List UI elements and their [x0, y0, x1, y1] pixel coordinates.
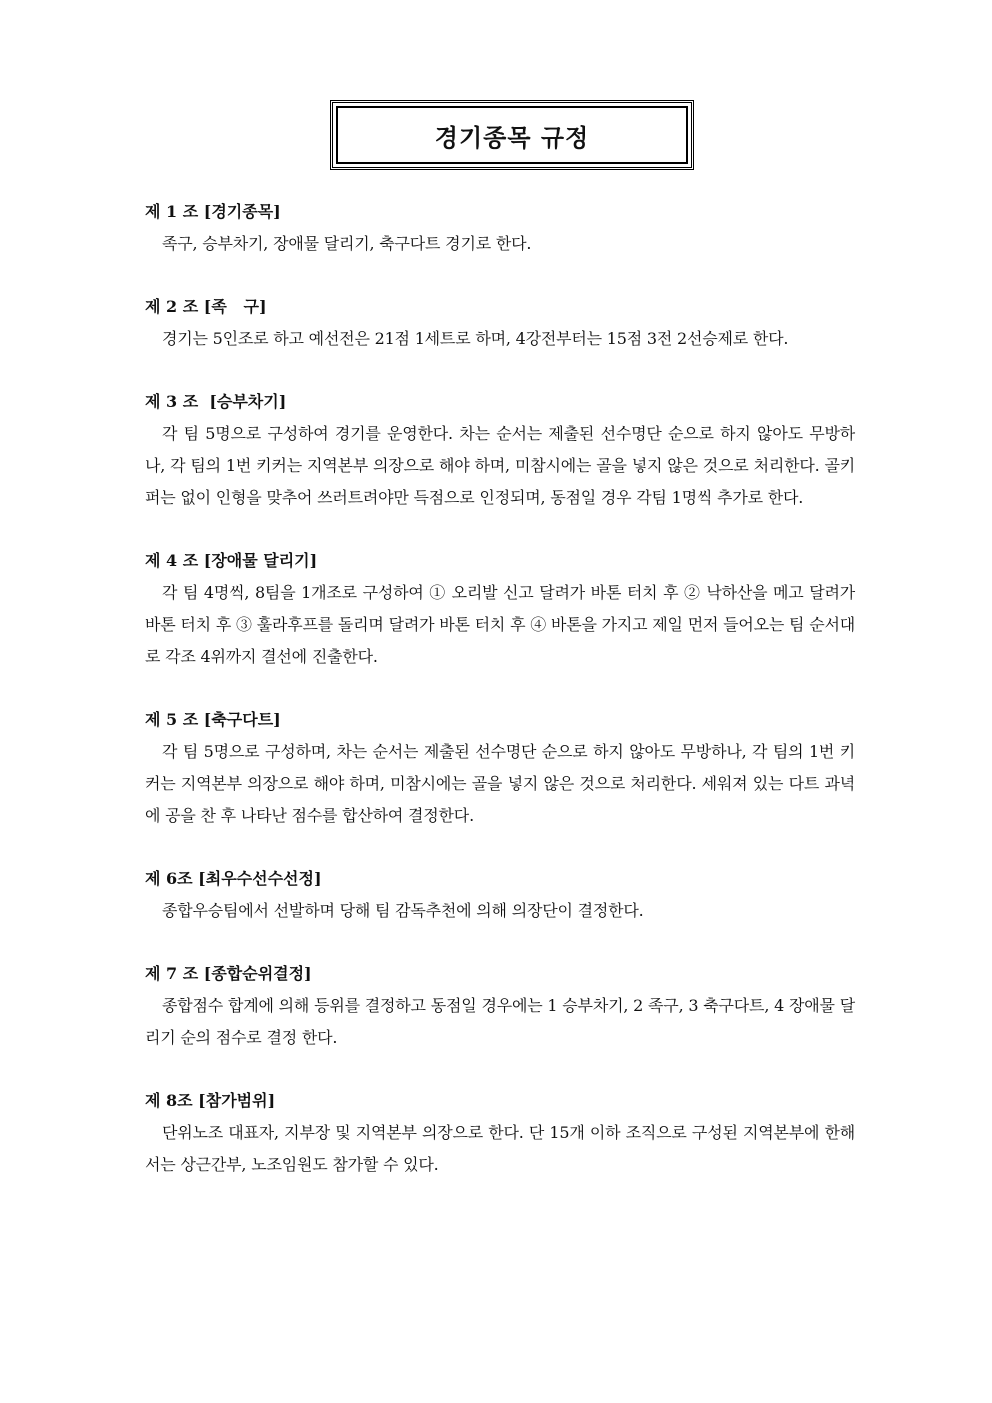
article-heading: 제 3 조 [승부차기] — [145, 392, 287, 411]
article-7 — [145, 958, 855, 1054]
article-1 — [145, 196, 855, 260]
article-text: 종합점수 합계에 의해 등위를 결정하고 동점일 경우에는 1 승부차기, 2 족구, 3 축구다트, 4 장애물 달리기 순의 점수로 결정 한다. — [145, 996, 855, 1047]
article-text: 족구, 승부차기, 장애물 달리기, 축구다트 경기로 한다. — [162, 234, 532, 253]
article-text: 종합우승팀에서 선발하며 당해 팀 감독추천에 의해 의장단이 결정한다. — [162, 901, 644, 920]
article-heading: 제 7 조 [종합순위결정] — [145, 964, 312, 983]
article-2 — [145, 291, 855, 355]
article-heading: 제 6조 [최우수선수선정] — [145, 869, 322, 888]
article-5 — [145, 704, 855, 832]
document-title: 경기종목 규정 — [434, 122, 590, 152]
article-text: 경기는 5인조로 하고 예선전은 21점 1세트로 하며, 4강전부터는 15점 3전 2선승제로 한다. — [162, 329, 789, 348]
article-text: 각 팀 5명으로 구성하여 경기를 운영한다. 차는 순서는 제출된 선수명단 순으로 하지 않아도 무방하나, 각 팀의 1번 키커는 지역본부 의장으로 해야 하며, 미참시에는 골을 넣지 않은 것으로 처리한다. 골키퍼는 없이 인형을 맞추어 쓰러트려야만 득점으로 인정되며, 동점일 경우 각팀 1명씩 추가로 한다. — [145, 424, 855, 507]
article-heading: 제 8조 [참가범위] — [145, 1091, 276, 1110]
article-text: 각 팀 5명으로 구성하며, 차는 순서는 제출된 선수명단 순으로 하지 않아도 무방하나, 각 팀의 1번 키커는 지역본부 의장으로 해야 하며, 미참시에는 골을 넣지 않은 것으로 처리한다. 세워져 있는 다트 과녁에 공을 찬 후 나타난 점수를 합산하여 결정한다. — [145, 742, 855, 825]
article-8 — [145, 1085, 855, 1181]
title-box — [330, 100, 694, 170]
document-body — [145, 196, 855, 1212]
article-heading: 제 5 조 [축구다트] — [145, 710, 281, 729]
article-6 — [145, 863, 855, 927]
article-heading: 제 4 조 [장애물 달리기] — [145, 551, 318, 570]
article-heading: 제 2 조 [족 구] — [145, 297, 267, 316]
article-4 — [145, 545, 855, 673]
article-heading: 제 1 조 [경기종목] — [145, 202, 281, 221]
article-text: 단위노조 대표자, 지부장 및 지역본부 의장으로 한다. 단 15개 이하 조직으로 구성된 지역본부에 한해서는 상근간부, 노조임원도 참가할 수 있다. — [145, 1123, 855, 1174]
article-3 — [145, 386, 855, 514]
article-text: 각 팀 4명씩, 8팀을 1개조로 구성하여 ① 오리발 신고 달려가 바톤 터치 후 ② 낙하산을 메고 달려가 바톤 터치 후 ③ 훌라후프를 돌리며 달려가 바톤 터치 후 ④ 바톤을 가지고 제일 먼저 들어오는 팀 순서대로 각조 4위까지 결선에 진출한다. — [145, 583, 855, 666]
